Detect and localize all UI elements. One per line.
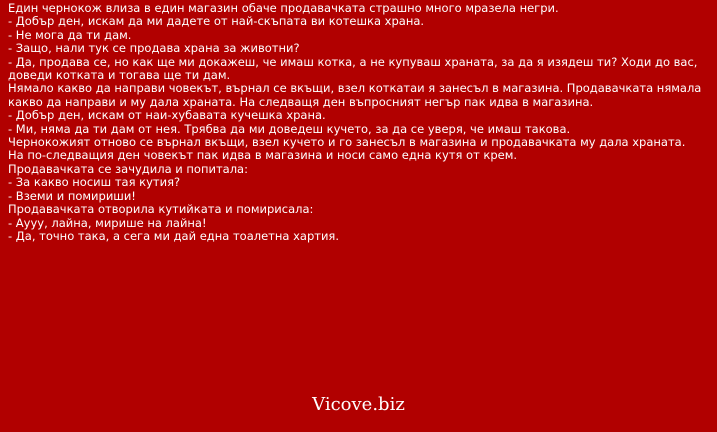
joke-line: - За какво носиш тая кутия? [8, 175, 181, 190]
joke-line: Нямало какво да направи човекът, върнал се вкъщи, взел коткатаи я занесъл в магазина. Продавачката нямала какво да направи и му дала храната. На следващя ден въпросният негър пак идва в магазина. [8, 81, 702, 109]
joke-line: - Вземи и помириши! [8, 188, 136, 203]
joke-line: Чернокожият отново се върнал вкъщи, взел кучето и го занесъл в магазина и продавачката му дала храната. [8, 135, 686, 150]
joke-line: На по-следващия ден човекът пак идва в магазина и носи само една кутя от крем. [8, 148, 518, 163]
joke-line: - Не мога да ти дам. [8, 27, 132, 42]
joke-text [8, 2, 708, 243]
joke-line: Един чернокож влиза в един магазин обаче продавачката страшно много мразела негри. [8, 1, 559, 15]
joke-line: - Да, продава се, но как ще ми докажеш, че имаш котка, а не купуваш храната, за да я изядеш ти? Ходи до вас, доведи котката и тогава ще ти дам. [8, 54, 698, 83]
joke-line: - Да, точно така, а сега ми дай една тоалетна хартия. [8, 228, 339, 243]
joke-line: - Добър ден, искам да ми дадете от най-скъпата ви котешка храна. [8, 14, 425, 29]
joke-line: Продавачката се зачудила и попитала: [8, 161, 248, 176]
joke-line: - Добър ден, искам от наи-хубавата кучешка храна. [8, 108, 326, 123]
joke-line: Продавачката отворила кутийката и помирисала: [8, 202, 314, 217]
site-watermark: Vicove.biz [312, 394, 405, 415]
joke-line: - Аууу, лайна, мирише на лайна! [8, 215, 207, 230]
joke-line: - Защо, нали тук се продава храна за животни? [8, 41, 300, 56]
joke-line: - Ми, няма да ти дам от нея. Трябва да ми доведеш кучето, за да се уверя, че имаш такова. [8, 121, 571, 136]
